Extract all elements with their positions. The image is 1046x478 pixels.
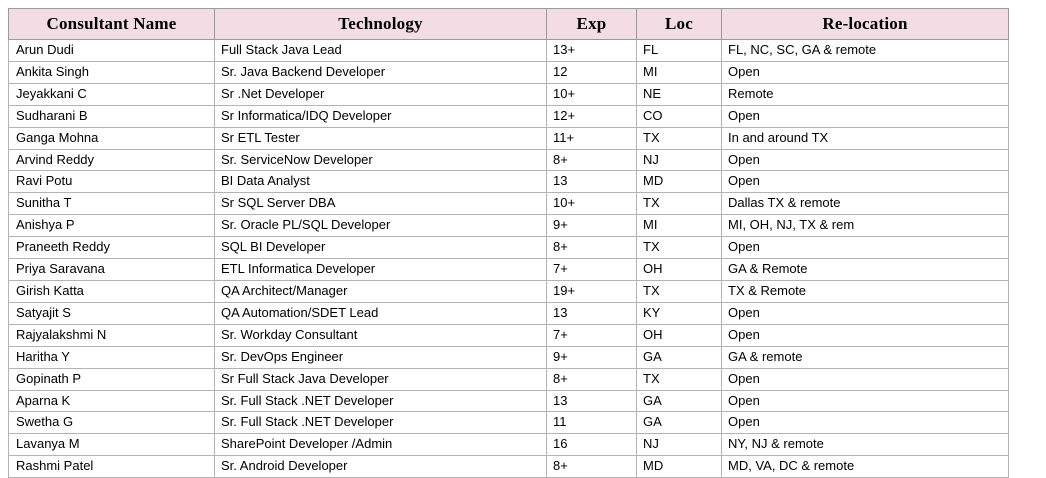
cell-relocation: Open	[722, 149, 1009, 171]
cell-technology: Sr. Full Stack .NET Developer	[215, 412, 547, 434]
cell-consultant-name: Jeyakkani C	[9, 83, 215, 105]
table-row	[9, 434, 1009, 456]
cell-relocation: Remote	[722, 83, 1009, 105]
cell-loc: GA	[637, 390, 722, 412]
cell-loc: NJ	[637, 434, 722, 456]
cell-exp: 7+	[547, 324, 637, 346]
cell-relocation: TX & Remote	[722, 280, 1009, 302]
cell-consultant-name: Haritha Y	[9, 346, 215, 368]
table-row	[9, 193, 1009, 215]
cell-loc: GA	[637, 346, 722, 368]
cell-consultant-name: Girish Katta	[9, 280, 215, 302]
cell-relocation: GA & remote	[722, 346, 1009, 368]
table-row	[9, 302, 1009, 324]
cell-exp: 9+	[547, 346, 637, 368]
cell-technology: SharePoint Developer /Admin	[215, 434, 547, 456]
table-row	[9, 280, 1009, 302]
cell-consultant-name: Praneeth Reddy	[9, 237, 215, 259]
column-header-exp: Exp	[547, 9, 637, 40]
cell-technology: ETL Informatica Developer	[215, 259, 547, 281]
cell-relocation: Dallas TX & remote	[722, 193, 1009, 215]
cell-exp: 12	[547, 61, 637, 83]
cell-technology: SQL BI Developer	[215, 237, 547, 259]
column-header-relocation: Re-location	[722, 9, 1009, 40]
table-row	[9, 127, 1009, 149]
cell-consultant-name: Ganga Mohna	[9, 127, 215, 149]
cell-relocation: Open	[722, 171, 1009, 193]
cell-relocation: Open	[722, 368, 1009, 390]
table-row	[9, 105, 1009, 127]
cell-loc: NJ	[637, 149, 722, 171]
table-row	[9, 412, 1009, 434]
cell-loc: TX	[637, 280, 722, 302]
consultant-table	[8, 8, 1009, 478]
cell-consultant-name: Gopinath P	[9, 368, 215, 390]
cell-consultant-name: Priya Saravana	[9, 259, 215, 281]
table-header-row	[9, 9, 1009, 40]
cell-technology: Sr .Net Developer	[215, 83, 547, 105]
table-header	[9, 9, 1009, 40]
cell-exp: 13+	[547, 40, 637, 62]
cell-relocation: MI, OH, NJ, TX & rem	[722, 215, 1009, 237]
table-row	[9, 61, 1009, 83]
cell-technology: Sr. Oracle PL/SQL Developer	[215, 215, 547, 237]
cell-exp: 11	[547, 412, 637, 434]
cell-loc: NE	[637, 83, 722, 105]
table-row	[9, 324, 1009, 346]
cell-relocation: In and around TX	[722, 127, 1009, 149]
cell-consultant-name: Arun Dudi	[9, 40, 215, 62]
cell-technology: Sr. Java Backend Developer	[215, 61, 547, 83]
cell-loc: MD	[637, 456, 722, 478]
cell-loc: TX	[637, 127, 722, 149]
cell-exp: 7+	[547, 259, 637, 281]
cell-consultant-name: Swetha G	[9, 412, 215, 434]
cell-technology: Sr Full Stack Java Developer	[215, 368, 547, 390]
cell-technology: QA Architect/Manager	[215, 280, 547, 302]
cell-exp: 19+	[547, 280, 637, 302]
cell-consultant-name: Sudharani B	[9, 105, 215, 127]
column-header-technology: Technology	[215, 9, 547, 40]
cell-loc: MI	[637, 215, 722, 237]
cell-consultant-name: Anishya P	[9, 215, 215, 237]
cell-loc: OH	[637, 324, 722, 346]
cell-exp: 8+	[547, 149, 637, 171]
cell-exp: 11+	[547, 127, 637, 149]
cell-technology: Full Stack Java Lead	[215, 40, 547, 62]
cell-exp: 10+	[547, 83, 637, 105]
cell-technology: Sr. Full Stack .NET Developer	[215, 390, 547, 412]
table-row	[9, 368, 1009, 390]
table-row	[9, 83, 1009, 105]
table-row	[9, 346, 1009, 368]
cell-loc: TX	[637, 193, 722, 215]
cell-technology: Sr SQL Server DBA	[215, 193, 547, 215]
table-row	[9, 171, 1009, 193]
cell-relocation: MD, VA, DC & remote	[722, 456, 1009, 478]
table-row	[9, 149, 1009, 171]
cell-exp: 13	[547, 302, 637, 324]
cell-relocation: FL, NC, SC, GA & remote	[722, 40, 1009, 62]
table-body	[9, 40, 1009, 478]
cell-consultant-name: Satyajit S	[9, 302, 215, 324]
cell-loc: TX	[637, 368, 722, 390]
cell-loc: KY	[637, 302, 722, 324]
cell-exp: 12+	[547, 105, 637, 127]
cell-technology: Sr ETL Tester	[215, 127, 547, 149]
cell-loc: MI	[637, 61, 722, 83]
cell-technology: Sr. ServiceNow Developer	[215, 149, 547, 171]
table-row	[9, 259, 1009, 281]
table-row	[9, 390, 1009, 412]
cell-loc: TX	[637, 237, 722, 259]
column-header-loc: Loc	[637, 9, 722, 40]
cell-exp: 9+	[547, 215, 637, 237]
cell-loc: CO	[637, 105, 722, 127]
cell-exp: 8+	[547, 368, 637, 390]
cell-relocation: Open	[722, 61, 1009, 83]
cell-technology: QA Automation/SDET Lead	[215, 302, 547, 324]
cell-technology: Sr. DevOps Engineer	[215, 346, 547, 368]
cell-consultant-name: Rajyalakshmi N	[9, 324, 215, 346]
cell-loc: GA	[637, 412, 722, 434]
cell-consultant-name: Aparna K	[9, 390, 215, 412]
cell-technology: BI Data Analyst	[215, 171, 547, 193]
cell-consultant-name: Arvind Reddy	[9, 149, 215, 171]
cell-loc: MD	[637, 171, 722, 193]
cell-exp: 8+	[547, 456, 637, 478]
cell-relocation: NY, NJ & remote	[722, 434, 1009, 456]
cell-relocation: Open	[722, 324, 1009, 346]
cell-consultant-name: Ravi Potu	[9, 171, 215, 193]
cell-relocation: Open	[722, 105, 1009, 127]
column-header-consultant-name: Consultant Name	[9, 9, 215, 40]
cell-exp: 8+	[547, 237, 637, 259]
table-row	[9, 215, 1009, 237]
cell-exp: 13	[547, 390, 637, 412]
cell-relocation: Open	[722, 412, 1009, 434]
cell-consultant-name: Rashmi Patel	[9, 456, 215, 478]
table-row	[9, 237, 1009, 259]
cell-exp: 16	[547, 434, 637, 456]
cell-consultant-name: Lavanya M	[9, 434, 215, 456]
cell-loc: FL	[637, 40, 722, 62]
cell-relocation: Open	[722, 237, 1009, 259]
cell-loc: OH	[637, 259, 722, 281]
cell-exp: 10+	[547, 193, 637, 215]
cell-relocation: Open	[722, 302, 1009, 324]
cell-technology: Sr Informatica/IDQ Developer	[215, 105, 547, 127]
cell-exp: 13	[547, 171, 637, 193]
cell-relocation: Open	[722, 390, 1009, 412]
cell-relocation: GA & Remote	[722, 259, 1009, 281]
cell-technology: Sr. Workday Consultant	[215, 324, 547, 346]
cell-consultant-name: Ankita Singh	[9, 61, 215, 83]
table-row	[9, 40, 1009, 62]
cell-technology: Sr. Android Developer	[215, 456, 547, 478]
cell-consultant-name: Sunitha T	[9, 193, 215, 215]
